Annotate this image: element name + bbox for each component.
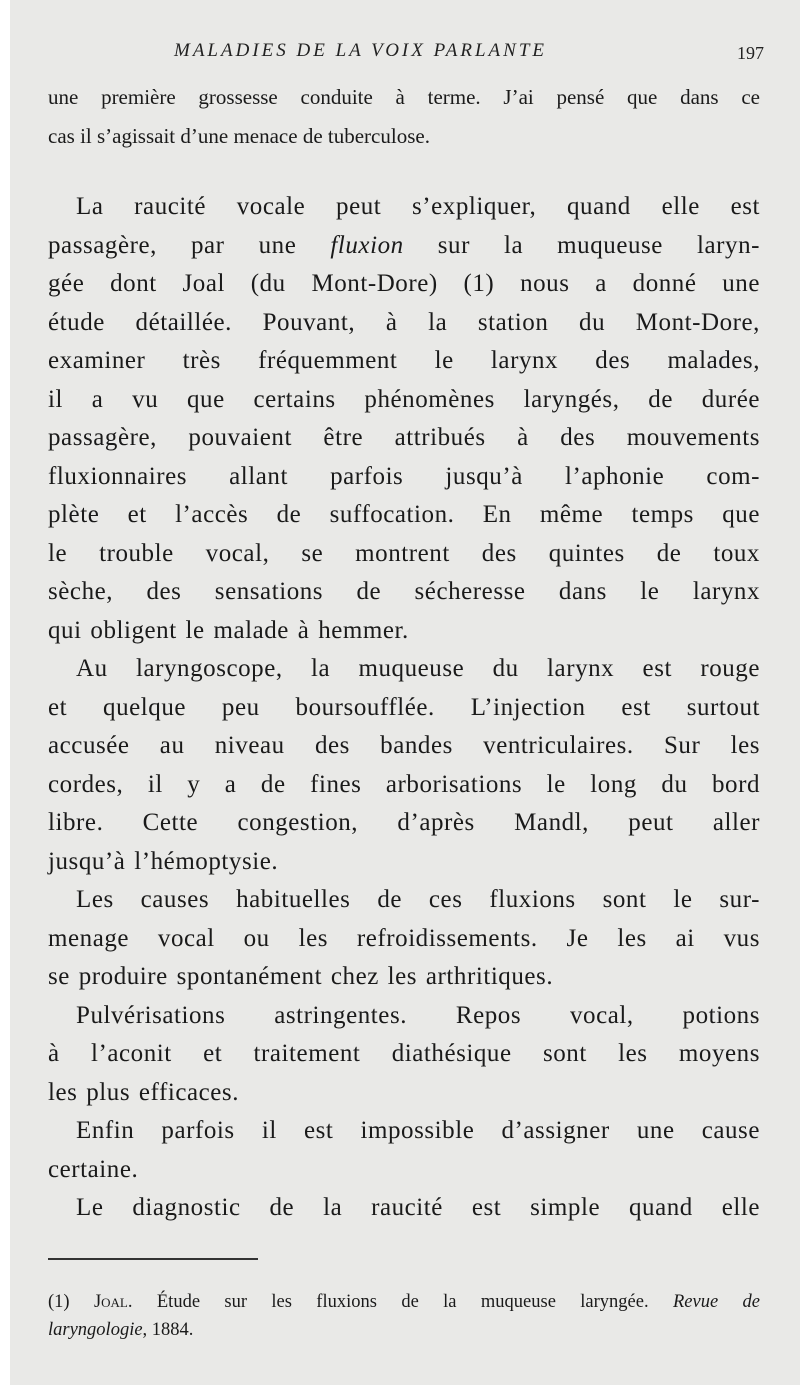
running-title: MALADIES DE LA VOIX PARLANTE [174, 40, 547, 61]
text-line: libre. Cette congestion, d’après Mandl, peut aller [48, 809, 760, 836]
text-line: gée dont Joal (du Mont-Dore) (1) nous a donné une [48, 270, 760, 297]
text-line: il a vu que certains phénomènes laryngés, de durée [48, 385, 760, 413]
text-line: et quelque peu boursoufflée. L’injection est surtout [48, 693, 760, 721]
text-line: La raucité vocale peut s’expliquer, quand elle est [76, 193, 760, 220]
footnote [48, 1288, 760, 1344]
page-number: 197 [737, 43, 764, 63]
footnote-year: , 1884. [142, 1320, 194, 1340]
text-line: à l’aconit et traitement diathésique sont les moyens [48, 1040, 760, 1067]
paragraph-fluxion [48, 188, 760, 650]
text-fragment: sur la muqueuse laryn- [403, 231, 760, 259]
scan-margin [0, 0, 10, 1385]
text-line: Enfin parfois il est impossible d’assigner une cause [76, 1117, 760, 1144]
text-line: examiner très fréquemment le larynx des malades, [48, 347, 760, 374]
paragraph-laryngoscope [48, 650, 760, 881]
paragraph-unknown-cause [48, 1112, 760, 1189]
text-line: étude détaillée. Pouvant, à la station du Mont-Dore, [48, 308, 760, 336]
text-line: jusqu’à l’hémoptysie. [48, 847, 279, 875]
footnote-text: . Étude sur les fluxions de la muqueuse laryngée. [127, 1292, 673, 1312]
text-line [48, 227, 760, 266]
footnote-author: Joal [93, 1292, 128, 1312]
text-line: certaine. [48, 1155, 139, 1183]
text-line: le trouble vocal, se montrent des quintes de toux [48, 539, 760, 567]
text-line: Pulvérisations astringentes. Repos vocal, potions [76, 1001, 760, 1029]
text-line: une première grossesse conduite à terme. J’ai pensé que dans ce [48, 85, 760, 109]
text-line: menage vocal ou les refroidissements. Je les ai vus [48, 924, 760, 952]
text-line: cas il s’agissait d’une menace de tuberculose. [48, 123, 430, 148]
text-line: Le diagnostic de la raucité est simple quand elle [76, 1194, 760, 1221]
text-line: qui obligent le malade à hemmer. [48, 616, 409, 644]
emphasis-fluxion: fluxion [330, 231, 404, 259]
carryover-paragraph [48, 80, 760, 157]
text-line: passagère, pouvaient être attribués à des mouvements [48, 424, 760, 451]
text-line: fluxionnaires allant parfois jusqu’à l’aphonie com- [48, 462, 760, 490]
footnote-line [48, 1288, 760, 1316]
paragraph-treatment [48, 997, 760, 1113]
footnote-marker: (1) [48, 1292, 70, 1312]
footnote-journal: Revue de [672, 1292, 760, 1312]
text-line: cordes, il y a de fines arborisations le long du bord [48, 770, 760, 798]
footnote-divider [48, 1258, 258, 1260]
footnote-journal-cont: laryngologie [48, 1320, 143, 1340]
text-line: Au laryngoscope, la muqueuse du larynx est rouge [76, 655, 760, 682]
text-line: sèche, des sensations de sécheresse dans le larynx [48, 578, 760, 605]
text-line: Les causes habituelles de ces fluxions sont le sur- [76, 886, 760, 913]
main-text [48, 188, 760, 1228]
paragraph-diagnostic [48, 1189, 760, 1228]
footnote-line [48, 1316, 760, 1344]
text-line: les plus efficaces. [48, 1078, 240, 1106]
text-line: se produire spontanément chez les arthritiques. [48, 963, 554, 990]
paragraph-causes [48, 881, 760, 997]
text-line: plète et l’accès de suffocation. En même temps que [48, 501, 760, 528]
text-fragment: passagère, par une [48, 231, 331, 259]
text-line: accusée au niveau des bandes ventriculaires. Sur les [48, 732, 760, 759]
